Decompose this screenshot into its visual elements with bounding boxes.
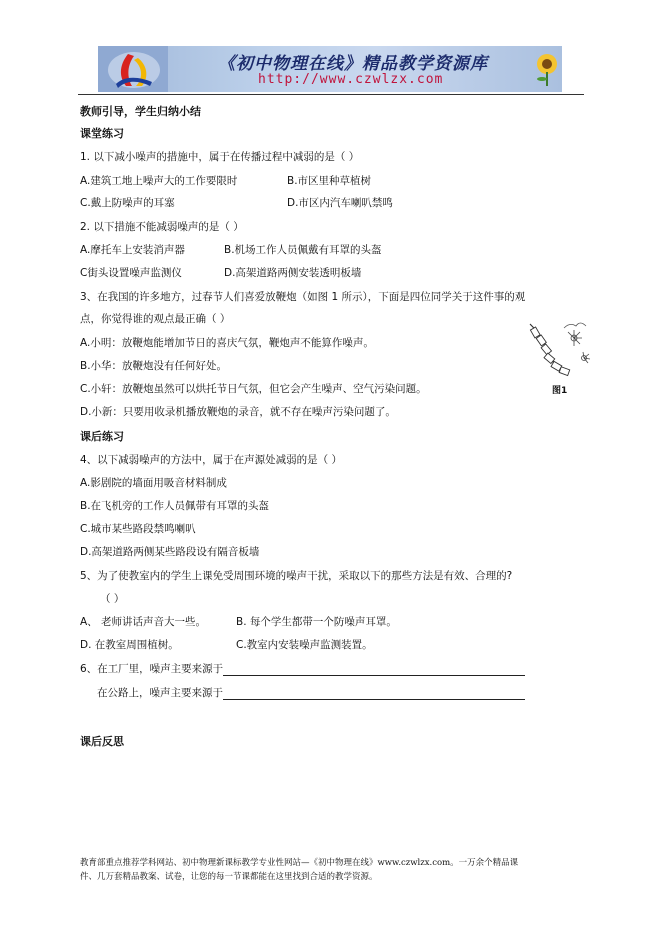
figure-1-label: 图1 [552, 386, 568, 396]
section-intro: 教师引导，学生归纳小结 [80, 105, 201, 118]
q2-option-c: C街头设置噪声监测仪 [80, 267, 182, 279]
q4-option-d: D.高架道路两侧某些路段设有隔音板墙 [80, 546, 260, 558]
q6-answer-blank-1[interactable] [223, 663, 525, 676]
q2-option-a: A.摩托车上安装消声器 [80, 244, 185, 256]
q5-option-d: C.教室内安装噪声监测装置。 [236, 639, 373, 651]
q6-line2 [97, 686, 525, 700]
q1-option-b: B.市区里种草植树 [287, 175, 372, 187]
q2-stem: 2. 以下措施不能减弱噪声的是（ ） [80, 221, 244, 233]
q3-stem-line2: 点，你觉得谁的观点最正确（ ） [80, 313, 231, 325]
q3-option-d: D.小新：只要用收录机播放鞭炮的录音，就不存在噪声污染问题了。 [80, 406, 396, 418]
q4-option-c: C.城市某些路段禁鸣喇叭 [80, 523, 196, 535]
banner-url: http://www.czwlzx.com [258, 72, 444, 87]
q1-stem: 1. 以下减小噪声的措施中，属于在传播过程中减弱的是（ ） [80, 151, 360, 163]
q5-stem-line2: （ ） [100, 593, 125, 605]
q4-option-a: A.影剧院的墙面用吸音材料制成 [80, 477, 227, 489]
banner-title: 《初中物理在线》精品教学资源库 [218, 54, 488, 74]
after-class-heading: 课后练习 [80, 430, 124, 443]
site-logo-icon [98, 46, 168, 92]
q6-line2-label: 在公路上，噪声主要来源于 [97, 687, 223, 699]
q2-option-d: D.高架道路两侧安装透明板墙 [224, 267, 362, 279]
q6-line1 [80, 662, 525, 676]
q5-option-c: D. 在教室周围植树。 [80, 639, 179, 651]
footer-line-2: 件、几万套精品教案、试卷，让您的每一节课都能在这里找到合适的教学资源。 [80, 872, 378, 882]
q6-line1-label: 6、在工厂里，噪声主要来源于 [80, 663, 224, 675]
q1-option-d: D.市区内汽车喇叭禁鸣 [287, 197, 393, 209]
q1-option-a: A.建筑工地上噪声大的工作要限时 [80, 175, 238, 187]
q6-answer-blank-2[interactable] [223, 687, 525, 700]
firecracker-illustration [524, 318, 596, 380]
header-banner [98, 46, 562, 92]
q2-option-b: B.机场工作人员佩戴有耳罩的头盔 [224, 244, 382, 256]
q4-option-b: B.在飞机旁的工作人员佩带有耳罩的头盔 [80, 500, 270, 512]
sunflower-icon [532, 52, 562, 86]
q5-option-b: B. 每个学生都带一个防噪声耳罩。 [236, 616, 397, 628]
q4-stem: 4、以下减弱噪声的方法中，属于在声源处减弱的是（ ） [80, 454, 343, 466]
q3-option-a: A.小明：放鞭炮能增加节日的喜庆气氛，鞭炮声不能算作噪声。 [80, 337, 374, 349]
q1-option-c: C.戴上防噪声的耳塞 [80, 197, 175, 209]
reflection-heading: 课后反思 [80, 735, 124, 748]
q3-stem-line1: 3、在我国的许多地方，过春节人们喜爱放鞭炮（如图 1 所示），下面是四位同学关于这件事的观 [80, 291, 526, 303]
footer-line-1: 教育部重点推荐学科网站、初中物理新课标教学专业性网站—《初中物理在线》www.czwlzx.com。一万余个精品课 [80, 858, 519, 868]
class-practice-heading: 课堂练习 [80, 127, 124, 140]
q5-option-a: A、 老师讲话声音大一些。 [80, 616, 207, 628]
q3-option-c: C.小轩：放鞭炮虽然可以烘托节日气氛，但它会产生噪声、空气污染问题。 [80, 383, 427, 395]
q3-option-b: B.小华：放鞭炮没有任何好处。 [80, 360, 228, 372]
header-divider [78, 94, 584, 95]
q5-stem-line1: 5、为了使教室内的学生上课免受周围环境的噪声干扰，采取以下的那些方法是有效、合理的? [80, 570, 513, 582]
